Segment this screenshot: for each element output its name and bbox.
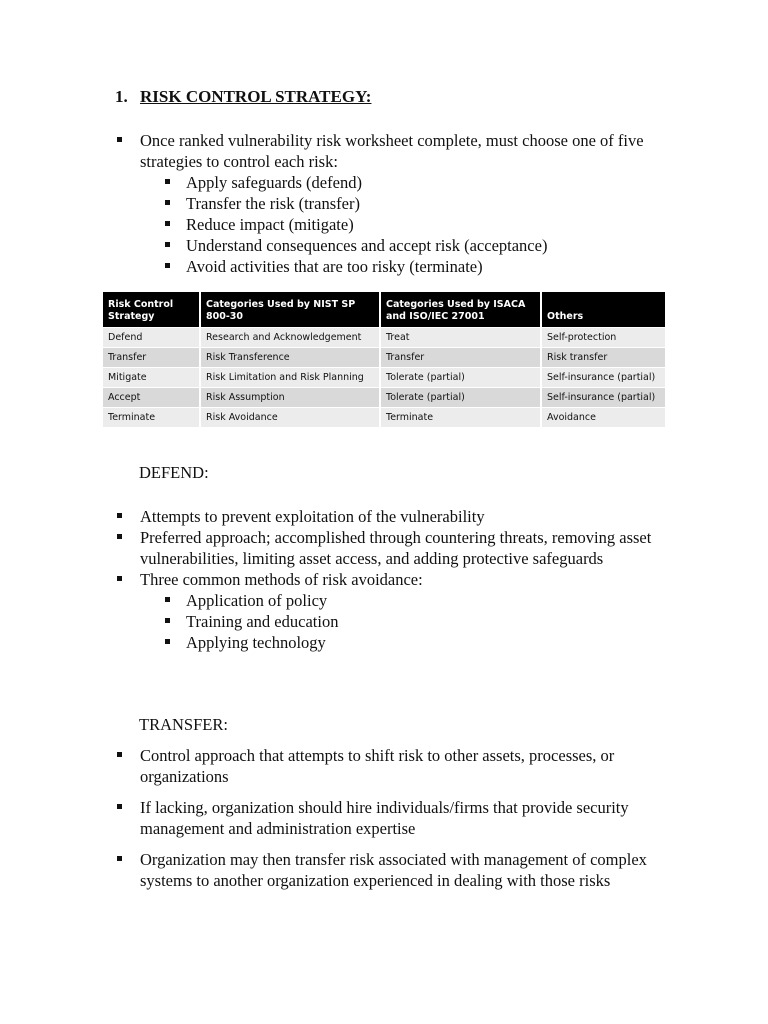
defend-method-item: Training and education — [162, 611, 676, 632]
defend-heading: DEFEND: — [139, 463, 209, 482]
table-cell: Self-insurance (partial) — [541, 388, 665, 408]
table-cell: Terminate — [380, 408, 541, 428]
transfer-bullet: Organization may then transfer risk associated with management of complex systems to another organization experienced in dealing with those risks — [116, 849, 676, 891]
strategy-item: Understand consequences and accept risk (acceptance) — [162, 235, 676, 256]
section-heading — [115, 86, 371, 107]
table-cell: Accept — [103, 388, 200, 408]
table-cell: Mitigate — [103, 368, 200, 388]
table-header-cell: Categories Used by ISACA and ISO/IEC 27001 — [380, 292, 541, 328]
table-row — [103, 388, 665, 408]
transfer-heading: TRANSFER: — [139, 715, 228, 734]
defend-bullet: Preferred approach; accomplished through countering threats, removing asset vulnerabilities, limiting asset access, and adding protective safeguards — [116, 527, 676, 569]
table-cell: Self-protection — [541, 328, 665, 348]
table-cell: Transfer — [103, 348, 200, 368]
defend-block — [116, 506, 676, 653]
table-cell: Risk Transference — [200, 348, 380, 368]
section-number: 1. — [115, 87, 128, 106]
strategy-item: Transfer the risk (transfer) — [162, 193, 676, 214]
transfer-bullet: If lacking, organization should hire individuals/firms that provide security management and administration expertise — [116, 797, 676, 839]
table-row — [103, 348, 665, 368]
table-cell: Terminate — [103, 408, 200, 428]
table-cell: Risk Avoidance — [200, 408, 380, 428]
table-cell: Risk Assumption — [200, 388, 380, 408]
defend-methods-intro: Three common methods of risk avoidance: — [140, 570, 423, 589]
table-header-cell: Risk Control Strategy — [103, 292, 200, 328]
defend-methods-list — [162, 590, 676, 653]
risk-control-table — [103, 292, 665, 427]
intro-block — [116, 130, 676, 277]
table-header-row — [103, 292, 665, 328]
table-cell: Risk Limitation and Risk Planning — [200, 368, 380, 388]
table-header-cell: Others — [541, 292, 665, 328]
table-cell: Transfer — [380, 348, 541, 368]
defend-method-item: Application of policy — [162, 590, 676, 611]
intro-text: Once ranked vulnerability risk worksheet complete, must choose one of five strategies to control each risk: — [140, 131, 644, 171]
defend-bullet — [116, 569, 676, 653]
table-cell: Research and Acknowledgement — [200, 328, 380, 348]
table-cell: Self-insurance (partial) — [541, 368, 665, 388]
strategy-item: Apply safeguards (defend) — [162, 172, 676, 193]
table-row — [103, 328, 665, 348]
table-cell: Tolerate (partial) — [380, 388, 541, 408]
section-title: RISK CONTROL STRATEGY: — [140, 87, 372, 106]
defend-bullet: Attempts to prevent exploitation of the vulnerability — [116, 506, 676, 527]
defend-method-item: Applying technology — [162, 632, 676, 653]
transfer-bullet: Control approach that attempts to shift risk to other assets, processes, or organizations — [116, 745, 676, 787]
table-cell: Avoidance — [541, 408, 665, 428]
table-row — [103, 408, 665, 428]
table-cell: Risk transfer — [541, 348, 665, 368]
table-cell: Treat — [380, 328, 541, 348]
intro-bullet — [116, 130, 676, 277]
table-cell: Defend — [103, 328, 200, 348]
strategy-list — [162, 172, 676, 277]
strategy-item: Reduce impact (mitigate) — [162, 214, 676, 235]
table-row — [103, 368, 665, 388]
table-header-cell: Categories Used by NIST SP 800-30 — [200, 292, 380, 328]
strategy-item: Avoid activities that are too risky (terminate) — [162, 256, 676, 277]
table-cell: Tolerate (partial) — [380, 368, 541, 388]
transfer-block — [116, 745, 676, 901]
